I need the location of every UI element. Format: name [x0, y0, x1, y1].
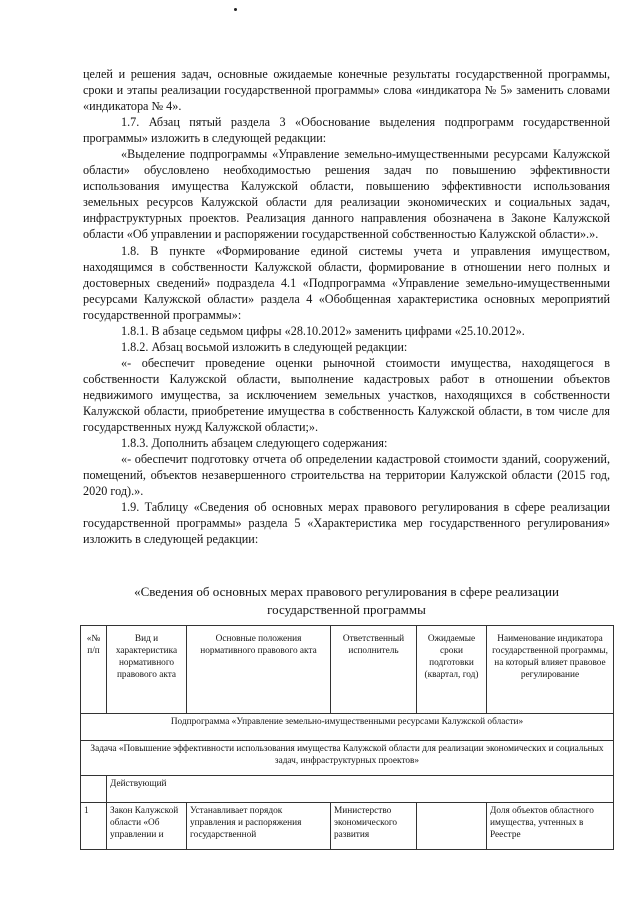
table-title-line: «Сведения об основных мерах правового регулирования в сфере реализации [134, 584, 559, 599]
table-row [81, 803, 614, 850]
table-title-line: государственной программы [267, 602, 426, 617]
task-row [81, 741, 614, 776]
header-cell-number: «№ п/п [81, 626, 107, 714]
table-title [83, 583, 610, 619]
header-cell-executor: Ответственный исполнитель [331, 626, 417, 714]
task-cell: Задача «Повышение эффективности использования имущества Калужской области для реализации экономических и социальных задач, инфраструктурных проектов» [81, 741, 614, 776]
paragraph: «- обеспечит проведение оценки рыночной стоимости имущества, находящегося в собственности Калужской области, выполнение кадастровых работ в отношении объектов недвижимого имущества, за исключением земельных участков, находящихся в собственности Калужской области, приобретение имущества в собственность Калужской области, в том числе для государственных нужд Калужской области;». [83, 355, 610, 435]
scan-mark [234, 8, 237, 11]
paragraph: «Выделение подпрограммы «Управление земельно-имущественными ресурсами Калужской области» обусловлено необходимостью решения задач по повышению эффективности использования имущества Калужской области, повышению эффективности использования земельных ресурсов Калужской области для реализации экономических и социальных задач, инфраструктурных проектов. Реализация данного направления обозначена в Законе Калужской области «Об управлении и распоряжении государственной собственностью Калужской области».». [83, 147, 610, 242]
paragraph: целей и решения задач, основные ожидаемые конечные результаты государственной программы, сроки и этапы реализации государственной программы» слова «индикатора № 5» заменить словами «индикатора № 4». [83, 67, 610, 114]
header-cell-provisions: Основные положения нормативного правового акта [187, 626, 331, 714]
paragraph: 1.8. В пункте «Формирование единой системы учета и управления имуществом, находящимся в собственности Калужской области, формирование в отношении него полных и достоверных сведений» подраздела 4.1 «Подпрограмма «Управление земельно-имущественными ресурсами Калужской области» раздела 4 «Обобщенная характеристика основных мероприятий государственной программы»: [83, 243, 610, 322]
header-cell-act-type: Вид и характеристика нормативного правового акта [107, 626, 187, 714]
row-number: 1 [81, 803, 107, 850]
body-text [83, 66, 610, 547]
table-header-row [81, 626, 614, 714]
header-cell-indicator: Наименование индикатора государственной программы, на который влияет правовое регулирование [487, 626, 614, 714]
header-cell-deadline: Ожидаемые сроки подготовки (квартал, год) [417, 626, 487, 714]
row-provisions: Устанавливает порядок управления и распоряжения государственной [187, 803, 331, 850]
paragraph: 1.8.2. Абзац восьмой изложить в следующей редакции: [121, 339, 408, 354]
paragraph: «- обеспечит подготовку отчета об определении кадастровой стоимости зданий, сооружений, помещений, объектов незавершенного строительства на территории Калужской области (2015 год, 2020 год).». [83, 452, 610, 499]
section-row [81, 776, 614, 803]
row-deadline [417, 803, 487, 850]
subprogram-cell: Подпрограмма «Управление земельно-имущественными ресурсами Калужской области» [81, 714, 614, 741]
paragraph: 1.8.1. В абзаце седьмом цифры «28.10.2012» заменить цифрами «25.10.2012». [121, 323, 525, 338]
section-label: Действующий [107, 776, 614, 803]
row-act-type: Закон Калужской области «Об управлении и [107, 803, 187, 850]
legal-measures-table [80, 625, 614, 850]
paragraph: 1.9. Таблицу «Сведения об основных мерах правового регулирования в сфере реализации государственной программы» раздела 5 «Характеристика мер государственного регулирования» изложить в следующей редакции: [83, 500, 610, 547]
paragraph: 1.8.3. Дополнить абзацем следующего содержания: [121, 436, 388, 451]
row-executor: Министерство экономического развития [331, 803, 417, 850]
row-indicator: Доля объектов областного имущества, учтенных в Реестре [487, 803, 614, 850]
subprogram-row [81, 714, 614, 741]
empty-cell [81, 776, 107, 803]
paragraph: 1.7. Абзац пятый раздела 3 «Обоснование выделения подпрограмм государственной программы» изложить в следующей редакции: [83, 115, 610, 146]
